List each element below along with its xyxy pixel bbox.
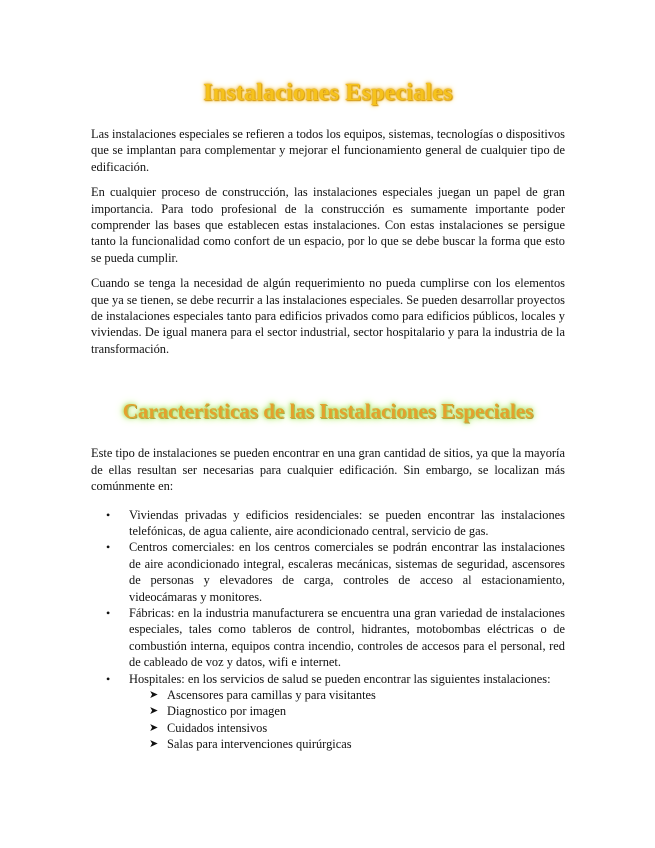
bullet-icon: • bbox=[106, 605, 111, 620]
sublist-item bbox=[149, 703, 565, 719]
list-item-fabricas bbox=[106, 605, 565, 671]
bullet-icon: • bbox=[106, 671, 111, 686]
intro-paragraph-2: En cualquier proceso de construcción, las instalaciones especiales juegan un papel de gran importancia. Para todo profesional de la construcción es sumamente importante poder comprender las bases que establecen estas instalaciones. Con estas instalaciones se persigue tanto la funcionalidad como confort de un espacio, por lo que se debe buscar la forma que esto se pueda cumplir. bbox=[91, 185, 565, 265]
sublist-item bbox=[149, 736, 565, 752]
arrow-bullet-icon: ➤ bbox=[149, 738, 159, 751]
list-item-hospitales bbox=[106, 671, 565, 753]
page-title: Instalaciones Especiales bbox=[203, 80, 453, 106]
arrow-bullet-icon: ➤ bbox=[149, 721, 159, 734]
document-content bbox=[91, 78, 565, 753]
bullet-icon: • bbox=[106, 507, 111, 522]
intro-paragraph-1: Las instalaciones especiales se refieren a todos los equipos, sistemas, tecnologías o dispositivos que se implantan para complementar y mejorar el funcionamiento general de cualquier tipo de edificación. bbox=[91, 127, 565, 174]
sublist-item bbox=[149, 720, 565, 736]
intro-paragraph-3: Cuando se tenga la necesidad de algún requerimiento no pueda cumplirse con los elementos que ya se tienen, se debe recurrir a las instalaciones especiales. Se pueden desarrollar proyectos de instalaciones especiales tanto para edificios privados como para edificios públicos, locales y viviendas. De igual manera para el sector industrial, sector hospitalario y para la industria de la transformación. bbox=[91, 276, 565, 356]
sublist-item-text: Cuidados intensivos bbox=[167, 720, 268, 735]
list-item-text: Hospitales: en los servicios de salud se pueden encontrar las siguientes instalaciones: bbox=[129, 671, 551, 686]
list-item-centros-comerciales bbox=[106, 539, 565, 605]
sublist-item-text: Ascensores para camillas y para visitantes bbox=[167, 687, 376, 702]
list-item-text: Fábricas: en la industria manufacturera se encuentra una gran variedad de instalaciones especiales, tales como tableros de control, hidrantes, motobombas eléctricas o de combustión interna, equipos contra incendio, controles de accesos para el personal, red de cableado de voz y datos, wifi e internet. bbox=[129, 605, 565, 670]
list-item-text: Viviendas privadas y edificios residenciales: se pueden encontrar las instalaciones telefónicas, de agua caliente, aire acondicionado central, servicio de gas. bbox=[129, 507, 565, 538]
arrow-bullet-icon: ➤ bbox=[149, 688, 159, 701]
locations-list bbox=[91, 507, 565, 753]
sublist-item-text: Diagnostico por imagen bbox=[167, 704, 287, 719]
sublist-item bbox=[149, 687, 565, 703]
section-intro-paragraph: Este tipo de instalaciones se pueden encontrar en una gran cantidad de sitios, ya que la mayoría de ellas resultan ser necesarias para cualquier edificación. Sin embargo, se localizan más comúnmente en: bbox=[91, 446, 565, 494]
sublist-item-text: Salas para intervenciones quirúrgicas bbox=[167, 737, 352, 752]
list-item-text: Centros comerciales: en los centros comerciales se podrán encontrar las instalaciones de aire acondicionado integral, escaleras mecánicas, sistemas de seguridad, ascensores de personas y elevadores de carga, controles de acceso al estacionamiento, videocámaras y monitores. bbox=[129, 540, 565, 604]
hospital-sublist bbox=[129, 687, 565, 753]
arrow-bullet-icon: ➤ bbox=[149, 705, 159, 718]
list-item-viviendas bbox=[106, 507, 565, 540]
bullet-icon: • bbox=[106, 540, 111, 555]
section-title: Características de las Instalaciones Especiales bbox=[122, 399, 534, 424]
